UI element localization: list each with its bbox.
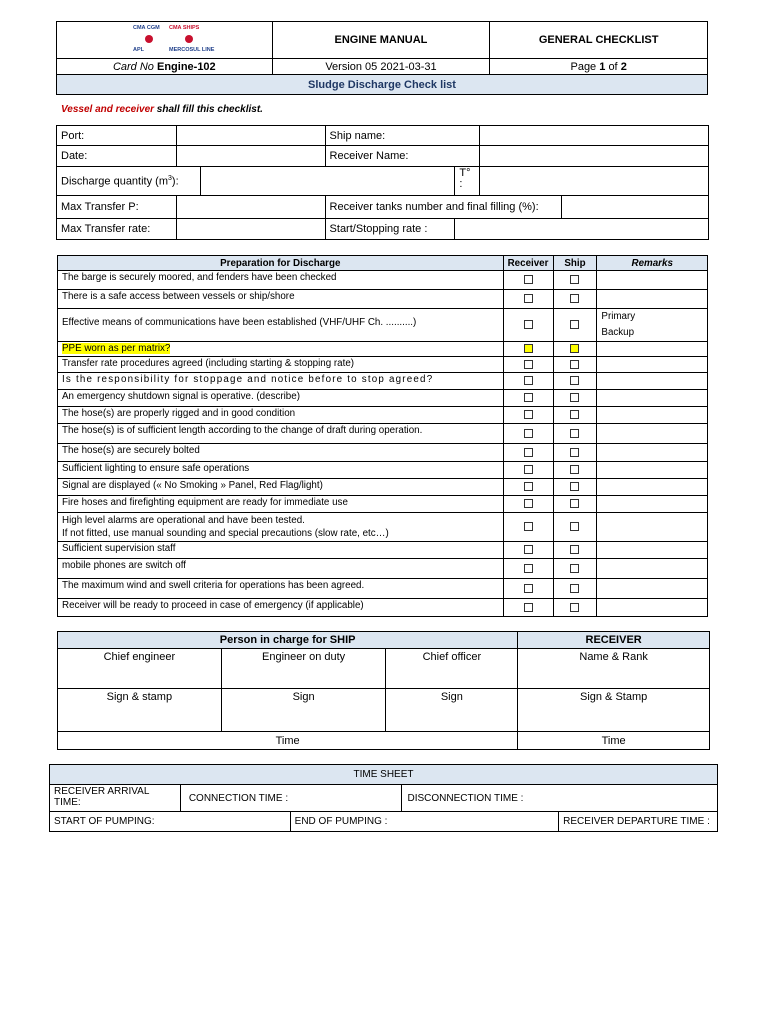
- page-number: [490, 59, 708, 75]
- checklist-item: Signal are displayed (« No Smoking » Panel, Red Flag/light): [58, 479, 504, 496]
- receiver-checkbox[interactable]: [524, 603, 533, 612]
- receiver-checkbox[interactable]: [524, 410, 533, 419]
- receiver-time-cell[interactable]: Time: [518, 732, 710, 750]
- manual-name: ENGINE MANUAL: [272, 22, 490, 59]
- remark-field[interactable]: [597, 373, 708, 390]
- logo-cmaships-text: CMA SHIPS: [169, 25, 200, 31]
- receiver-checkbox[interactable]: [524, 376, 533, 385]
- receiver-checkbox[interactable]: [524, 344, 533, 353]
- checklist-item: Sufficient lighting to ensure safe operations: [58, 462, 504, 479]
- remark-field[interactable]: [597, 290, 708, 309]
- checklist-item: Transfer rate procedures agreed (including starting & stopping rate): [58, 357, 504, 373]
- ship-checkbox[interactable]: [570, 499, 579, 508]
- checklist-type: GENERAL CHECKLIST: [490, 22, 708, 59]
- remark-field[interactable]: [597, 599, 708, 617]
- discharge-checklist: [57, 255, 708, 617]
- ship-checkbox[interactable]: [570, 410, 579, 419]
- instruction-highlight: Vessel and receiver: [61, 104, 155, 115]
- remark-field[interactable]: [597, 424, 708, 444]
- time-sheet-title: TIME SHEET: [50, 765, 718, 785]
- remark-field[interactable]: [597, 390, 708, 407]
- ship-name-field[interactable]: [480, 126, 709, 146]
- remarks-header: Remarks: [597, 256, 708, 271]
- ship-person-header: Person in charge for SHIP: [58, 632, 518, 649]
- remark-field[interactable]: [597, 542, 708, 559]
- checklist-item: The maximum wind and swell criteria for operations has been agreed.: [58, 579, 504, 599]
- receiver-departure-time-field[interactable]: RECEIVER DEPARTURE TIME :: [559, 812, 718, 832]
- remark-primary: Primary: [601, 311, 636, 322]
- receiver-checkbox[interactable]: [524, 360, 533, 369]
- discharge-quantity-end: ):: [171, 175, 179, 188]
- ship-checkbox[interactable]: [570, 344, 579, 353]
- logo-mark-icon: [137, 32, 207, 48]
- engineer-on-duty-cell[interactable]: Engineer on duty: [221, 649, 386, 689]
- receiver-name-field[interactable]: [480, 146, 709, 167]
- receiver-checkbox[interactable]: [524, 564, 533, 573]
- remark-field[interactable]: [597, 271, 708, 290]
- fill-instruction: [61, 104, 263, 115]
- start-stop-rate-label: Start/Stopping rate :: [325, 219, 455, 240]
- remark-field[interactable]: [597, 357, 708, 373]
- version: Version 05 2021-03-31: [272, 59, 490, 75]
- date-field[interactable]: [176, 146, 325, 167]
- discharge-quantity-text: Discharge quantity (m: [61, 175, 168, 188]
- remark-field[interactable]: [597, 579, 708, 599]
- receiver-person-header: RECEIVER: [518, 632, 710, 649]
- page-total: 2: [620, 60, 627, 73]
- chief-officer-sign-cell[interactable]: Sign: [386, 689, 518, 732]
- checklist-item: [58, 513, 504, 542]
- chief-engineer-sign-cell[interactable]: Sign & stamp: [58, 689, 222, 732]
- chief-officer-cell[interactable]: Chief officer: [386, 649, 518, 689]
- connection-time-field[interactable]: CONNECTION TIME :: [180, 785, 402, 812]
- ship-checkbox[interactable]: [570, 320, 579, 329]
- signature-table: [57, 631, 710, 750]
- ship-checkbox[interactable]: [570, 545, 579, 554]
- discharge-quantity-unit-exp: 3: [168, 174, 172, 182]
- receiver-checkbox[interactable]: [524, 482, 533, 491]
- page-title: Sludge Discharge Check list: [57, 75, 708, 95]
- chief-engineer-cell[interactable]: Chief engineer: [58, 649, 222, 689]
- engineer-sign-cell[interactable]: Sign: [221, 689, 386, 732]
- remark-field[interactable]: [597, 444, 708, 462]
- checklist-item: Is the responsibility for stoppage and notice before to stop agreed?: [58, 373, 504, 390]
- ship-checkbox[interactable]: [570, 360, 579, 369]
- start-pumping-field[interactable]: START OF PUMPING:: [50, 812, 291, 832]
- receiver-checkbox[interactable]: [524, 275, 533, 284]
- ship-checkbox[interactable]: [570, 522, 579, 531]
- instruction-rest: shall fill this checklist.: [154, 104, 263, 115]
- checklist-item-line2: If not fitted, use manual sounding and special precautions (slow rate, etc…): [62, 528, 389, 539]
- checklist-item: [58, 342, 504, 357]
- remark-field[interactable]: [597, 496, 708, 513]
- receiver-checkbox[interactable]: [524, 584, 533, 593]
- checklist-item: The hose(s) are properly rigged and in good condition: [58, 407, 504, 424]
- ship-time-cell[interactable]: Time: [58, 732, 518, 750]
- receiver-name-label: Receiver Name:: [325, 146, 480, 167]
- receiver-checkbox[interactable]: [524, 545, 533, 554]
- port-field[interactable]: [176, 126, 325, 146]
- end-pumping-field[interactable]: END OF PUMPING :: [290, 812, 559, 832]
- ship-checkbox[interactable]: [570, 393, 579, 402]
- receiver-sign-cell[interactable]: Sign & Stamp: [518, 689, 710, 732]
- logo-apl-text: APL: [133, 47, 144, 53]
- ppe-highlight: PPE worn as per matrix?: [62, 343, 171, 354]
- ship-checkbox[interactable]: [570, 603, 579, 612]
- checklist-item: An emergency shutdown signal is operative. (describe): [58, 390, 504, 407]
- remark-field[interactable]: [597, 309, 708, 342]
- remark-field[interactable]: [597, 479, 708, 496]
- ship-name-label: Ship name:: [325, 126, 480, 146]
- logo-cmacgm-text: CMA CGM: [133, 25, 160, 31]
- receiver-checkbox[interactable]: [524, 522, 533, 531]
- disconnection-time-field[interactable]: DISCONNECTION TIME :: [402, 785, 718, 812]
- start-stop-rate-field[interactable]: [455, 219, 709, 240]
- remark-backup: Backup: [601, 327, 635, 338]
- max-transfer-rate-label: Max Transfer rate:: [57, 219, 177, 240]
- receiver-name-rank-cell[interactable]: Name & Rank: [518, 649, 710, 689]
- ship-checkbox[interactable]: [570, 275, 579, 284]
- receiver-checkbox[interactable]: [524, 393, 533, 402]
- discharge-quantity-field[interactable]: [200, 167, 455, 196]
- receiver-checkbox[interactable]: [524, 499, 533, 508]
- prep-header: Preparation for Discharge: [58, 256, 504, 271]
- remark-field[interactable]: [597, 342, 708, 357]
- checklist-item: Fire hoses and firefighting equipment are ready for immediate use: [58, 496, 504, 513]
- remark-field[interactable]: [597, 559, 708, 579]
- card-number: [57, 59, 273, 75]
- page-label: Page: [570, 60, 597, 73]
- discharge-quantity-label: [57, 167, 201, 196]
- remark-field[interactable]: [597, 407, 708, 424]
- receiver-arrival-time-field[interactable]: RECEIVER ARRIVAL TIME:: [50, 785, 181, 812]
- card-value: Engine-102: [156, 60, 216, 73]
- checklist-item: The hose(s) are securely bolted: [58, 444, 504, 462]
- receiver-checkbox[interactable]: [524, 448, 533, 457]
- temperature-colon: :: [459, 178, 463, 190]
- max-transfer-p-field[interactable]: [176, 196, 325, 219]
- checklist-item: mobile phones are switch off: [58, 559, 504, 579]
- checklist-item: The hose(s) is of sufficient length according to the change of draft during operation.: [58, 424, 504, 444]
- max-transfer-p-label: Max Transfer P:: [57, 196, 177, 219]
- time-sheet: [49, 764, 718, 832]
- remark-field[interactable]: [597, 513, 708, 542]
- ship-checkbox[interactable]: [570, 448, 579, 457]
- receiver-tanks-field[interactable]: [562, 196, 709, 219]
- temperature-field[interactable]: [480, 167, 709, 196]
- receiver-checkbox[interactable]: [524, 429, 533, 438]
- checklist-item: There is a safe access between vessels or ship/shore: [58, 290, 504, 309]
- temperature-symbol: T°: [459, 167, 471, 179]
- ship-checkbox[interactable]: [570, 429, 579, 438]
- port-label: Port:: [57, 126, 177, 146]
- ship-checkbox[interactable]: [570, 376, 579, 385]
- ship-checkbox[interactable]: [570, 564, 579, 573]
- remark-field[interactable]: [597, 462, 708, 479]
- discharge-info-table: [56, 125, 709, 240]
- ship-checkbox[interactable]: [570, 294, 579, 303]
- checklist-item: Receiver will be ready to proceed in case of emergency (if applicable): [58, 599, 504, 617]
- ship-checkbox[interactable]: [570, 465, 579, 474]
- receiver-tanks-label: Receiver tanks number and final filling (%):: [325, 196, 562, 219]
- company-logo: [57, 22, 273, 59]
- receiver-checkbox[interactable]: [524, 320, 533, 329]
- checklist-item: The barge is securely moored, and fenders have been checked: [58, 271, 504, 290]
- checklist-item: Effective means of communications have been established (VHF/UHF Ch. ..........): [58, 309, 504, 342]
- date-label: Date:: [57, 146, 177, 167]
- max-transfer-rate-field[interactable]: [176, 219, 325, 240]
- page-of: of: [608, 60, 618, 73]
- receiver-checkbox[interactable]: [524, 465, 533, 474]
- ship-header: Ship: [553, 256, 597, 271]
- receiver-checkbox[interactable]: [524, 294, 533, 303]
- ship-checkbox[interactable]: [570, 482, 579, 491]
- page-current: 1: [599, 60, 606, 73]
- card-label: Card No: [112, 60, 154, 73]
- temperature-label: [455, 167, 480, 196]
- checklist-item-line1: High level alarms are operational and have been tested.: [62, 515, 305, 526]
- document-header: [56, 21, 708, 95]
- receiver-header: Receiver: [503, 256, 553, 271]
- ship-checkbox[interactable]: [570, 584, 579, 593]
- logo-mercosul-text: MERCOSUL LINE: [169, 47, 215, 53]
- checklist-item: Sufficient supervision staff: [58, 542, 504, 559]
